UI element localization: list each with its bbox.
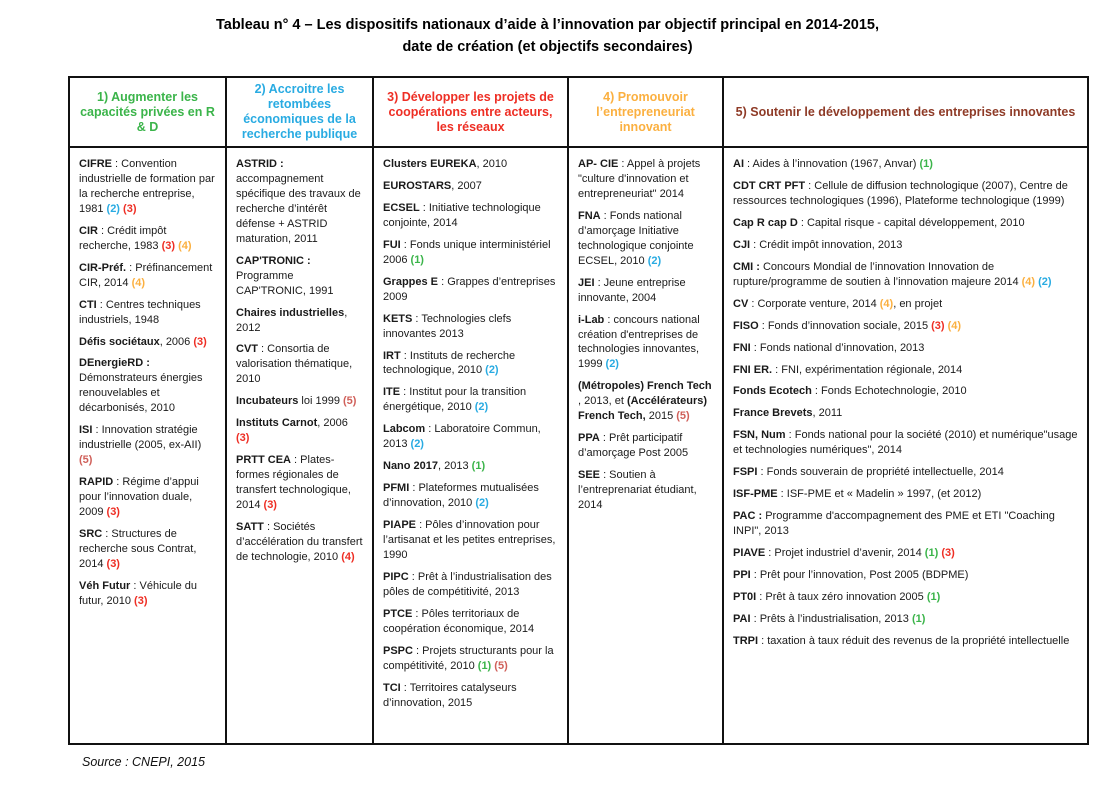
dispositifs-table [68, 76, 1089, 745]
table-entry [578, 209, 714, 269]
entry-text: : Structures de recherche sous Contrat, 2014 [79, 528, 197, 570]
table-entry [79, 224, 217, 254]
entry-text: : Véhicule du futur, 2010 [79, 579, 197, 607]
entry-text: loi 1999 [298, 395, 344, 408]
entry-text: , 2013, et [578, 395, 627, 408]
entry-text: : Plates-formes régionales de transfert technologique, 2014 [236, 454, 351, 512]
entry-text: : Fonds unique interministériel 2006 [383, 238, 551, 266]
entry-text: : Fonds d’innovation sociale, 2015 [758, 319, 932, 332]
table-entry [733, 297, 1079, 312]
entry-text: : Instituts de recherche technologique, 2010 [383, 349, 516, 377]
entry-acronym: RAPID [79, 476, 114, 489]
table-entry [383, 518, 559, 563]
entry-acronym: PIPC [383, 570, 409, 583]
col-body-5 [724, 148, 1087, 743]
entry-acronym: CAP'TRONIC : [236, 254, 311, 267]
entry-text: , 2011 [812, 407, 843, 420]
entry-text: : Pôles territoriaux de coopération économique, 2014 [383, 607, 535, 635]
entry-text: : Institut pour la transition énergétique, 2010 [383, 386, 527, 414]
entry-text: 2015 [645, 410, 677, 423]
col-header-4: 4) Promouvoir l’entrepreneuriat innovant [569, 78, 724, 148]
secondary-objective-ref: (4) [341, 550, 355, 563]
entry-text: , 2012 [236, 306, 348, 334]
entry-text: : Fonds national pour la société (2010) et numérique"usage et technologies numériques", 2014 [733, 429, 1078, 457]
entry-acronym: Chaires industrielles [236, 306, 345, 319]
entry-acronym: IRT [383, 349, 401, 362]
entry-text: : Convention industrielle de formation par la recherche entreprise, 1981 [79, 158, 215, 215]
entry-acronym: France Brevets [733, 407, 813, 420]
entry-acronym: DEnergieRD : [79, 357, 150, 370]
entry-acronym: FUI [383, 238, 401, 251]
entry-acronym: CIR [79, 224, 98, 237]
entry-acronym: FSN, Num [733, 429, 786, 442]
entry-acronym: Instituts Carnot [236, 417, 318, 430]
table-entry [578, 379, 714, 424]
entry-text: : Capital risque - capital développement, 2010 [797, 216, 1025, 229]
document-title-line1: Tableau n° 4 – Les dispositifs nationaux d’aide à l’innovation par objectif principal en 2014-2015, [215, 17, 880, 33]
secondary-objective-ref: (3) [236, 432, 250, 445]
entry-acronym: SEE [578, 469, 601, 482]
table-entry [733, 465, 1079, 480]
secondary-objective-ref: (1) [924, 547, 939, 560]
source-note: Source : CNEPI, 2015 [82, 755, 205, 769]
entry-text: , 2013 [438, 460, 472, 473]
secondary-objective-ref: (3) [931, 319, 945, 332]
entry-acronym: PTCE [383, 607, 413, 620]
table-entry [383, 349, 559, 379]
entry-acronym: Incubateurs [236, 395, 299, 408]
entry-text: : concours national création d'entreprises de technologies innovantes, 1999 [578, 313, 700, 371]
secondary-objective-ref: (3) [123, 202, 137, 215]
table-entry [79, 356, 217, 416]
entry-text: : ISF-PME et « Madelin » 1997, (et 2012) [777, 488, 982, 501]
entry-acronym: TCI [383, 681, 401, 694]
entry-text: : Technologies clefs innovantes 2013 [383, 312, 512, 340]
table-entry [236, 306, 364, 336]
entry-text: accompagnement spécifique des travaux de recherche d’intérêt défense + ASTRID maturation, 2011 [236, 172, 361, 245]
entry-acronym: CTI [79, 298, 97, 311]
table-entry [383, 275, 559, 305]
secondary-objective-ref: (1) [919, 158, 933, 170]
table-entry [79, 475, 217, 520]
secondary-objective-ref: (4) [178, 239, 192, 252]
table-entry [733, 634, 1079, 649]
entry-text: : Prêts à l’industrialisation, 2013 [750, 612, 912, 625]
table-entry [383, 459, 559, 474]
entry-acronym: Cap R cap D [733, 216, 798, 229]
secondary-objective-ref: (1) [477, 659, 492, 672]
secondary-objective-ref: (1) [926, 591, 941, 604]
col-header-1: 1) Augmenter les capacités privées en R & D [70, 78, 227, 148]
secondary-objective-ref: (1) [471, 460, 486, 473]
entry-acronym: Véh Futur [79, 579, 131, 592]
entry-acronym: AI [733, 158, 744, 170]
entry-acronym: FISO [733, 319, 759, 332]
table-entry [733, 384, 1079, 399]
col-header-5: 5) Soutenir le développement des entreprises innovantes [724, 78, 1087, 148]
entry-text: : Aides à l’innovation (1967, Anvar) [744, 158, 920, 170]
col-header-2: 2) Accroitre les retombées économiques de la recherche publique [227, 78, 374, 148]
entry-text: : Territoires catalyseurs d’innovation, 2015 [383, 681, 517, 709]
table-entry [733, 612, 1079, 627]
entry-text: : Laboratoire Commun, 2013 [383, 423, 541, 451]
document-title [0, 14, 1095, 59]
table-entry [383, 681, 559, 711]
entry-acronym: (Accélérateurs) French Tech, [578, 395, 708, 423]
entry-acronym: PAI [733, 612, 751, 625]
table-entry [383, 481, 559, 511]
entry-text: : taxation à taux réduit des revenus de la propriété intellectuelle [758, 634, 1070, 647]
col-body-2 [227, 148, 374, 743]
entry-acronym: ECSEL [383, 201, 420, 214]
col-header-3: 3) Développer les projets de coopérations entre acteurs, les réseaux [374, 78, 569, 148]
entry-acronym: FNI ER. [733, 363, 773, 376]
table-entry [236, 520, 364, 565]
secondary-objective-ref: (5) [494, 659, 508, 672]
entry-text: : Corporate venture, 2014 [748, 297, 880, 310]
document-title-line2: date de création (et objectifs secondaires) [402, 39, 693, 56]
secondary-objective-ref: (2) [106, 202, 120, 215]
entry-acronym: FNI [733, 341, 751, 354]
entry-acronym: CIFRE [79, 158, 112, 170]
col-body-4 [569, 148, 724, 743]
table-entry [733, 319, 1079, 334]
table-entry [733, 216, 1079, 231]
entry-acronym: i-Lab [578, 313, 605, 326]
secondary-objective-ref: (5) [343, 395, 357, 408]
entry-text: : Innovation stratégie industrielle (2005, ex-AII) [79, 424, 202, 452]
table-entry [733, 363, 1079, 378]
entry-text: , 2006 [317, 417, 348, 430]
table-entry [236, 157, 364, 247]
table-entry [383, 157, 559, 172]
secondary-objective-ref: (4) [947, 319, 962, 332]
entry-text: : Projet industriel d’avenir, 2014 [765, 547, 925, 560]
entry-text: : Projets structurants pour la compétitivité, 2010 [383, 644, 554, 672]
entry-text: : Régime d’appui pour l’innovation duale, 2009 [79, 476, 199, 519]
table-entry [236, 342, 364, 387]
secondary-objective-ref: (1) [410, 253, 424, 266]
secondary-objective-ref: (3) [941, 547, 955, 560]
secondary-objective-ref: (4) [131, 276, 146, 289]
entry-acronym: PIAPE [383, 519, 417, 532]
secondary-objective-ref: (2) [475, 497, 489, 510]
table-entry [578, 431, 714, 461]
secondary-objective-ref: (1) [911, 612, 926, 625]
entry-acronym: EUROSTARS [383, 179, 452, 192]
table-entry [383, 179, 559, 194]
entry-acronym: Clusters EUREKA [383, 158, 477, 170]
entry-text: : Crédit impôt recherche, 1983 [79, 224, 167, 252]
entry-text: , 2010 [476, 158, 508, 170]
table-entry [236, 416, 364, 446]
entry-acronym: PSPC [383, 644, 413, 657]
entry-text: , 2007 [451, 179, 482, 192]
secondary-objective-ref: (2) [605, 358, 619, 371]
entry-acronym: PRTT CEA [236, 454, 291, 467]
entry-acronym: Grappes E [383, 275, 439, 288]
table-entry [733, 260, 1079, 290]
table-entry [733, 568, 1079, 583]
entry-acronym: Labcom [383, 423, 426, 436]
entry-acronym: ISF-PME [733, 488, 778, 501]
secondary-objective-ref: (3) [193, 335, 207, 348]
table-entry [733, 546, 1079, 561]
table-entry [733, 341, 1079, 356]
entry-text: : Initiative technologique conjointe, 2014 [383, 201, 541, 229]
entry-acronym: CIR-Préf. [79, 261, 127, 274]
entry-acronym: ISI [79, 424, 93, 437]
entry-acronym: Défis sociétaux [79, 335, 160, 348]
secondary-objective-ref: (2) [485, 364, 499, 377]
entry-text: : Prêt participatif d’amorçage Post 2005 [578, 432, 689, 460]
entry-text: : Prêt à taux zéro innovation 2005 [756, 591, 927, 604]
entry-text: : Fonds Echotechnologie, 2010 [811, 385, 967, 398]
table-entry [383, 644, 559, 674]
entry-text: , 2006 [159, 335, 194, 348]
secondary-objective-ref: (5) [676, 410, 690, 423]
secondary-objective-ref: (2) [1038, 275, 1052, 288]
entry-text: : Plateformes mutualisées d’innovation, 2010 [383, 482, 539, 510]
entry-acronym: PT0I [733, 591, 757, 604]
entry-acronym: Nano 2017 [383, 460, 439, 473]
table-entry [733, 179, 1079, 209]
entry-text: Concours Mondial de l’innovation Innovation de rupture/programme de soutien à l’innovation majeure 2014 [733, 260, 1022, 288]
table-entry [79, 423, 217, 468]
entry-text: : FNI, expérimentation régionale, 2014 [772, 363, 963, 376]
table-entry [79, 298, 217, 328]
entry-acronym: PPI [733, 569, 751, 582]
entry-acronym: PAC : [733, 510, 763, 523]
entry-acronym: ASTRID : [236, 158, 284, 170]
entry-acronym: (Métropoles) French Tech [578, 380, 712, 393]
entry-text: : Préfinancement CIR, 2014 [79, 261, 213, 289]
table-entry [236, 394, 364, 409]
entry-acronym: SATT [236, 521, 264, 534]
table-entry [733, 590, 1079, 605]
table-entry [733, 406, 1079, 421]
entry-acronym: PPA [578, 432, 600, 445]
entry-acronym: KETS [383, 312, 413, 325]
entry-text: : Consortia de valorisation thématique, 2010 [236, 343, 353, 386]
entry-acronym: CMI : [733, 260, 760, 273]
table-entry [79, 157, 217, 217]
entry-acronym: TRPI [733, 634, 759, 647]
entry-text: : Crédit impôt innovation, 2013 [750, 238, 903, 251]
entry-acronym: PFMI [383, 482, 410, 495]
secondary-objective-ref: (3) [134, 594, 148, 607]
entry-acronym: CJI [733, 238, 751, 251]
entry-text: : Grappes d’entreprises 2009 [383, 275, 556, 303]
entry-text: : Jeune entreprise innovante, 2004 [578, 276, 686, 304]
entry-text: : Pôles d’innovation pour l’artisanat et les petites entreprises, 1990 [383, 519, 556, 562]
entry-acronym: ITE [383, 386, 401, 399]
entry-acronym: FSPI [733, 466, 758, 479]
entry-acronym: SRC [79, 528, 103, 541]
col-body-1 [70, 148, 227, 743]
table-entry [578, 157, 714, 202]
entry-acronym: Fonds Ecotech [733, 385, 812, 398]
entry-text: : Prêt à l’industrialisation des pôles de compétitivité, 2013 [383, 570, 552, 598]
table-entry [383, 385, 559, 415]
secondary-objective-ref: (4) [1021, 275, 1036, 288]
secondary-objective-ref: (2) [474, 401, 489, 414]
table-entry [383, 238, 559, 268]
entry-text: Programme CAP'TRONIC, 1991 [236, 269, 334, 297]
table-entry [733, 509, 1079, 539]
entry-acronym: FNA [578, 209, 601, 222]
table-entry [236, 453, 364, 513]
col-body-3 [374, 148, 569, 743]
secondary-objective-ref: (2) [410, 438, 424, 451]
entry-acronym: PIAVE [733, 547, 766, 560]
entry-text: : Cellule de diffusion technologique (2007), Centre de ressources technologiques (1996), Plateforme technologique (1999) [733, 179, 1068, 207]
secondary-objective-ref: (3) [106, 506, 120, 519]
table-entry [79, 579, 217, 609]
table-entry [79, 261, 217, 291]
table-entry [383, 312, 559, 342]
table-entry [733, 428, 1079, 458]
table-entry [383, 570, 559, 600]
secondary-objective-ref: (5) [79, 454, 93, 467]
entry-acronym: AP- CIE [578, 158, 619, 170]
entry-text: Programme d'accompagnement des PME et ETI "Coaching INPI", 2013 [733, 510, 1055, 538]
secondary-objective-ref: (3) [106, 557, 120, 570]
entry-text: : Soutien à l’entreprenariat étudiant, 2014 [578, 469, 697, 512]
table-entry [383, 201, 559, 231]
table-entry [578, 313, 714, 373]
secondary-objective-ref: (3) [263, 499, 277, 512]
entry-text: , en projet [893, 297, 943, 310]
entry-text: : Fonds national d’amorçage Initiative technologique conjointe ECSEL, 2010 [578, 209, 694, 267]
secondary-objective-ref: (4) [879, 297, 894, 310]
secondary-objective-ref: (2) [647, 254, 662, 267]
entry-text: : Centres techniques industriels, 1948 [79, 298, 201, 326]
table-entry [383, 607, 559, 637]
table-entry [79, 335, 217, 350]
table-entry [236, 254, 364, 299]
entry-acronym: CVT [236, 343, 258, 356]
table-entry [733, 157, 1079, 172]
table-entry [79, 527, 217, 572]
table-entry [733, 238, 1079, 253]
secondary-objective-ref: (3) [161, 239, 176, 252]
entry-text: : Fonds souverain de propriété intellectuelle, 2014 [757, 466, 1004, 479]
entry-acronym: CDT CRT PFT [733, 179, 806, 192]
entry-acronym: JEI [578, 276, 595, 289]
table-entry [578, 276, 714, 306]
table-entry [383, 422, 559, 452]
entry-text: : Appel à projets "culture d'innovation et entrepreneuriat" 2014 [578, 158, 701, 200]
entry-text: : Sociétés d’accélération du transfert de technologie, 2010 [236, 521, 363, 563]
table-entry [733, 487, 1079, 502]
table-entry [578, 468, 714, 513]
entry-text: : Fonds national d’innovation, 2013 [750, 341, 925, 354]
entry-text: : Prêt pour l’innovation, Post 2005 (BDPME) [750, 569, 969, 582]
entry-text: Démonstrateurs énergies renouvelables et décarbonisés, 2010 [79, 372, 203, 415]
entry-acronym: CV [733, 297, 749, 310]
